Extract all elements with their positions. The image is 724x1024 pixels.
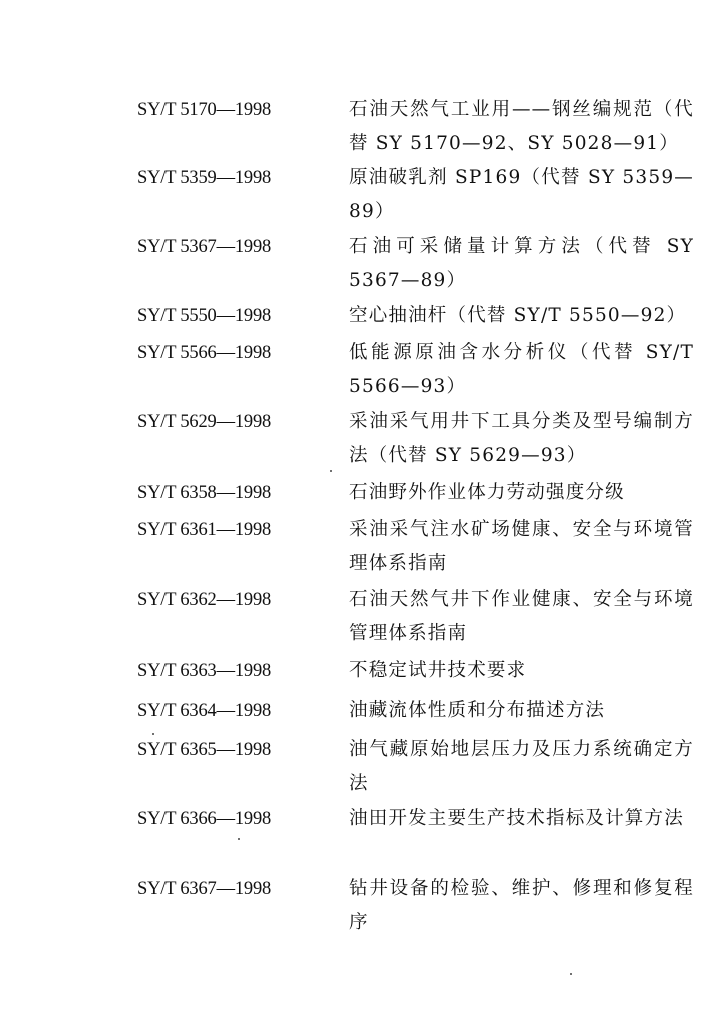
standard-code: SY/T 6365—1998 bbox=[137, 740, 272, 760]
standard-code: SY/T 5170—1998 bbox=[137, 100, 272, 120]
standard-title: 油气藏原始地层压力及压力系统确定方法 bbox=[349, 739, 694, 794]
standard-code: SY/T 5367—1998 bbox=[137, 237, 272, 257]
standard-title: 石油天然气工业用——钢丝编规范（代替 SY 5170—92、SY 5028—91） bbox=[349, 99, 694, 154]
standard-title: 钻井设备的检验、维护、修理和修复程序 bbox=[349, 878, 694, 933]
scan-speck bbox=[238, 838, 240, 840]
standard-title: 油田开发主要生产技术指标及计算方法 bbox=[349, 808, 684, 829]
standard-code: SY/T 6367—1998 bbox=[137, 879, 272, 899]
standard-title: 采油采气用井下工具分类及型号编制方法（代替 SY 5629—93） bbox=[349, 411, 694, 466]
scan-speck bbox=[330, 470, 332, 472]
standard-code: SY/T 6364—1998 bbox=[137, 701, 272, 721]
standard-code: SY/T 6358—1998 bbox=[137, 483, 272, 503]
standard-title: 低能源原油含水分析仪（代替 SY/T 5566—93） bbox=[349, 342, 694, 397]
standard-code: SY/T 6361—1998 bbox=[137, 520, 272, 540]
standard-title: 油藏流体性质和分布描述方法 bbox=[349, 700, 606, 721]
standard-title: 空心抽油杆（代替 SY/T 5550—92） bbox=[349, 305, 687, 326]
standard-code: SY/T 6363—1998 bbox=[137, 661, 272, 681]
standard-title: 石油天然气井下作业健康、安全与环境管理体系指南 bbox=[349, 589, 694, 644]
standard-title: 原油破乳剂 SP169（代替 SY 5359—89） bbox=[349, 167, 694, 222]
standard-code: SY/T 6366—1998 bbox=[137, 809, 272, 829]
standard-code: SY/T 6362—1998 bbox=[137, 590, 272, 610]
standard-code: SY/T 5566—1998 bbox=[137, 343, 272, 363]
standard-code: SY/T 5550—1998 bbox=[137, 306, 272, 326]
standard-title: 采油采气注水矿场健康、安全与环境管理体系指南 bbox=[349, 519, 694, 574]
scan-speck bbox=[152, 733, 154, 735]
standard-title: 石油野外作业体力劳动强度分级 bbox=[349, 482, 625, 503]
scan-speck bbox=[570, 973, 572, 975]
standard-title: 石油可采储量计算方法（代替 SY 5367—89） bbox=[349, 236, 694, 291]
standard-title: 不稳定试井技术要求 bbox=[349, 660, 527, 681]
standard-code: SY/T 5629—1998 bbox=[137, 412, 272, 432]
standard-code: SY/T 5359—1998 bbox=[137, 168, 272, 188]
